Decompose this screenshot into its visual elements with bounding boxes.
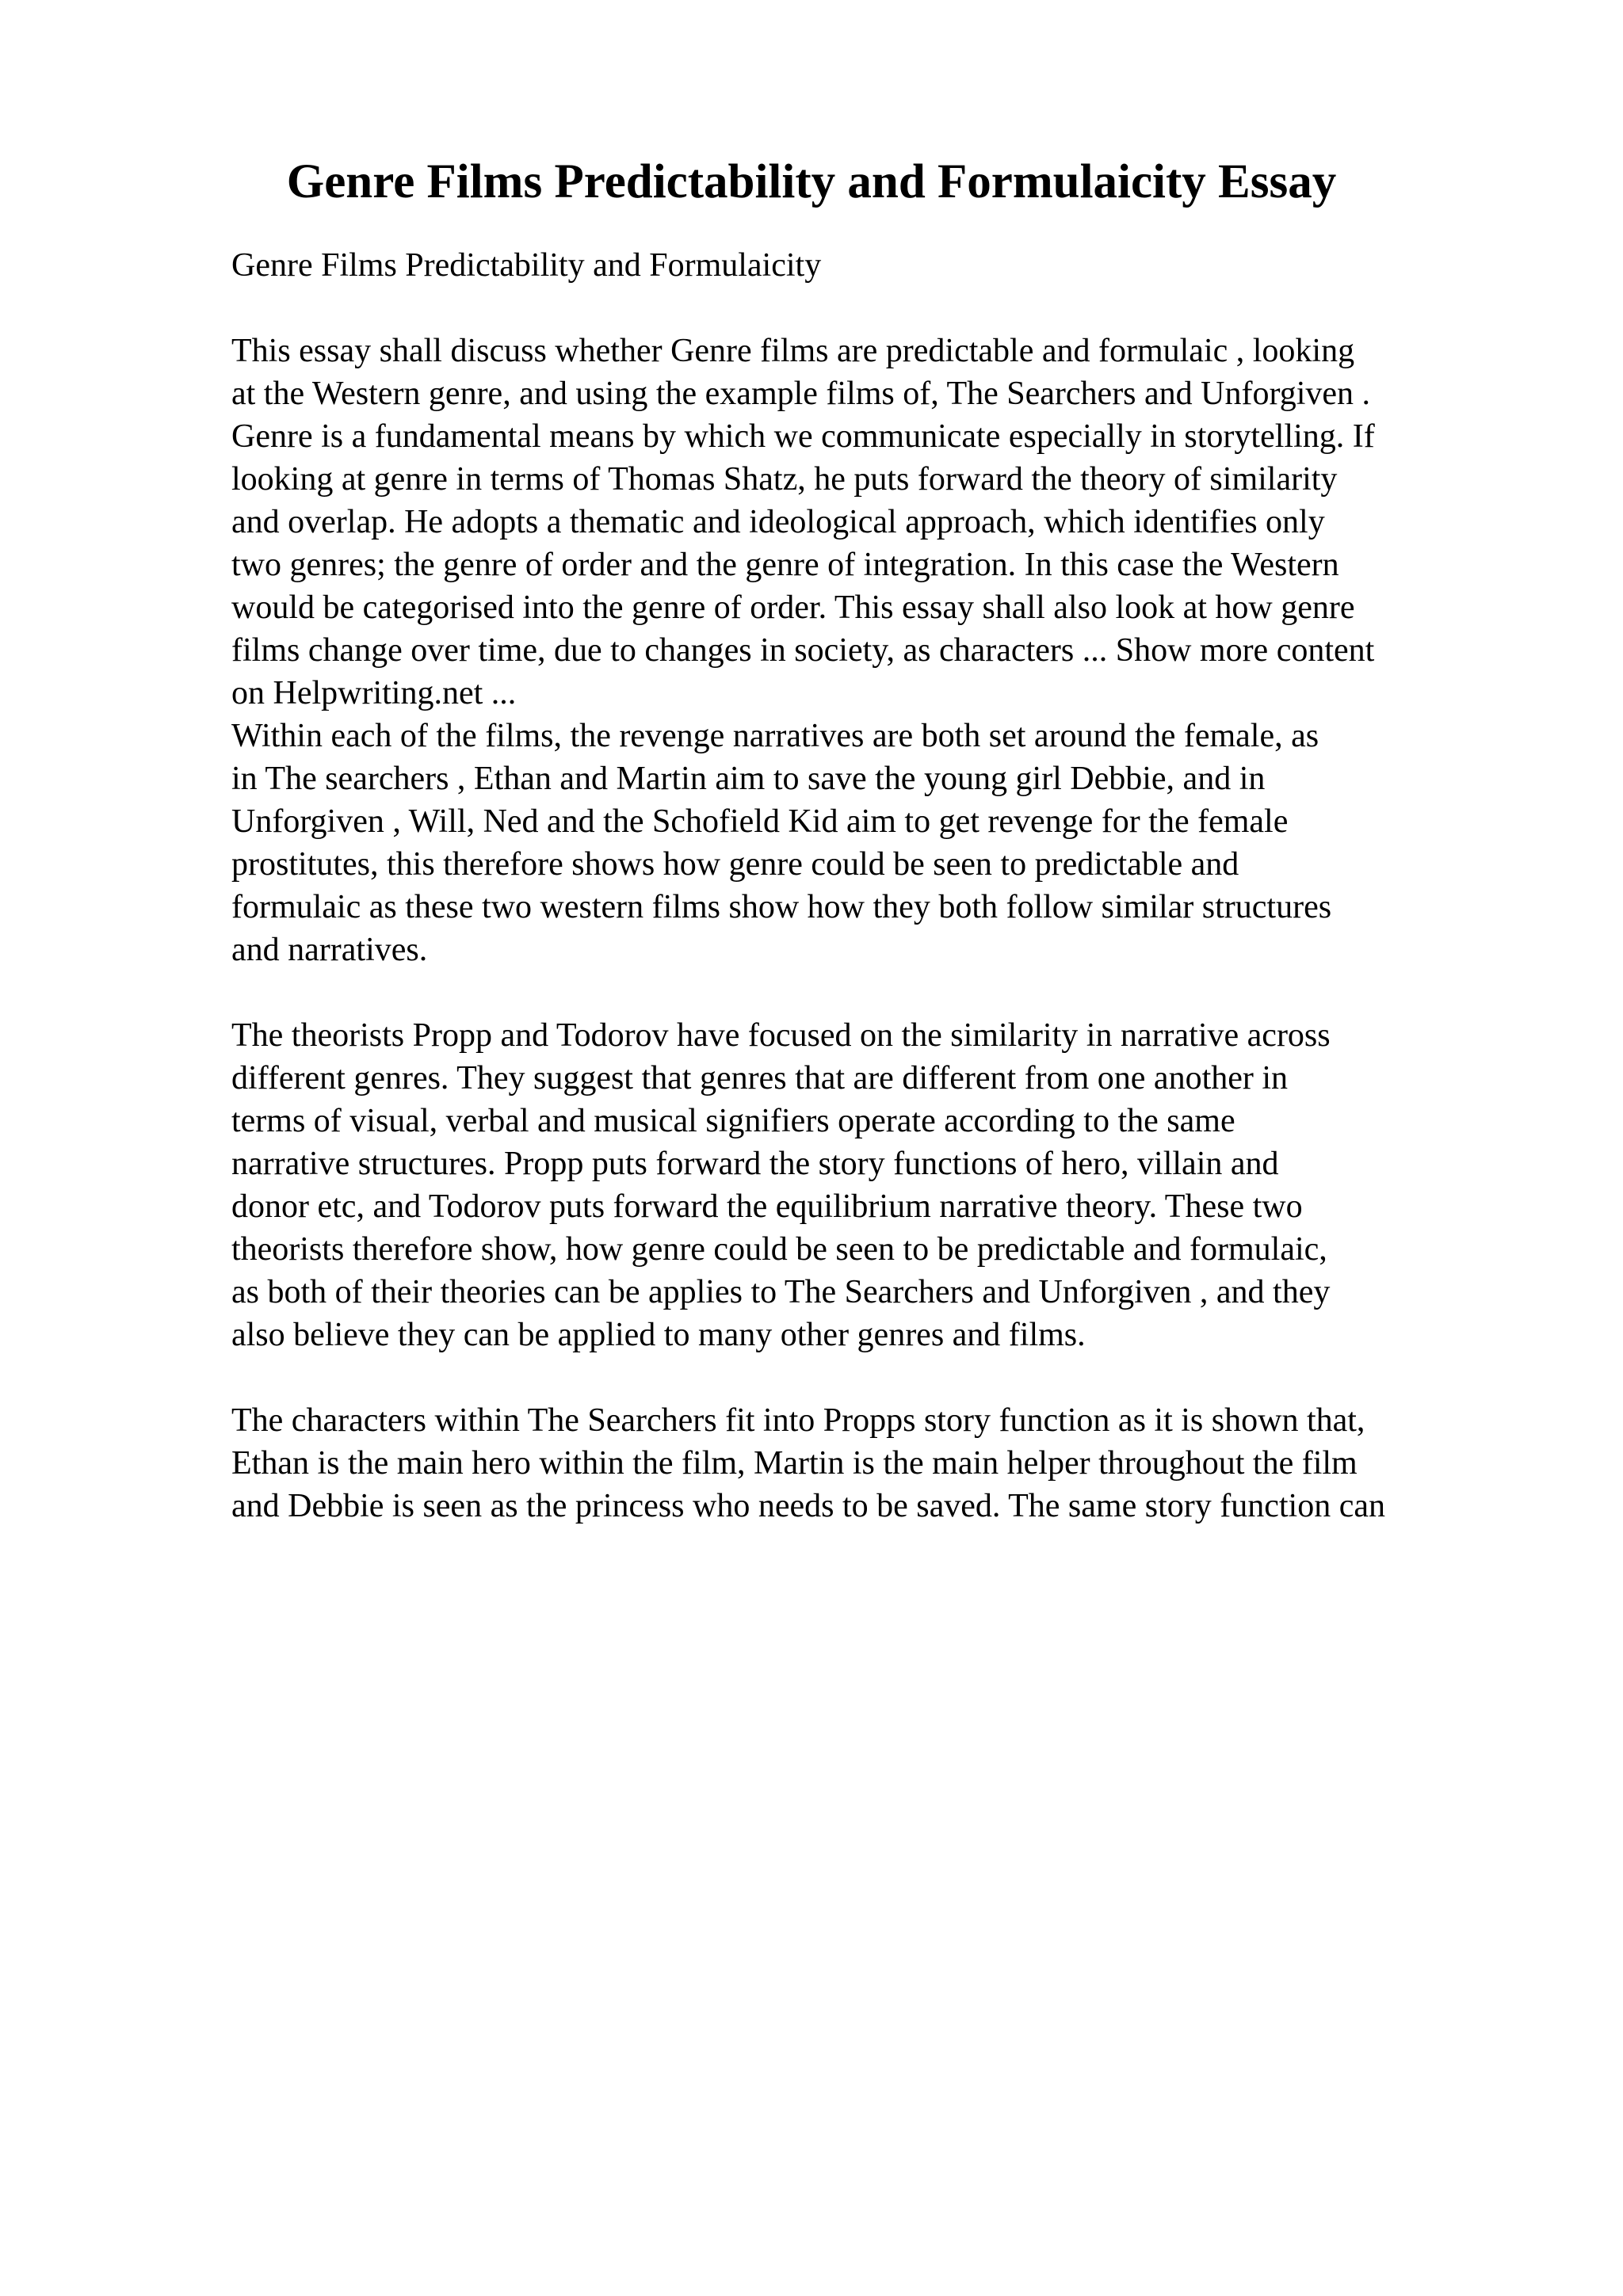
paragraph-line: and narratives. — [231, 932, 428, 968]
paragraph-line: theorists therefore show, how genre could be seen to be predictable and formulaic, — [231, 1231, 1327, 1268]
paragraph-line: The theorists Propp and Todorov have focused on the similarity in narrative across — [231, 1017, 1331, 1054]
document-body — [231, 244, 1623, 1527]
paragraph-line: on Helpwriting.net ... — [231, 675, 517, 711]
document-subtitle: Genre Films Predictability and Formulaicity — [231, 247, 822, 284]
paragraph-1 — [231, 330, 1623, 715]
paragraph-line: films change over time, due to changes in society, as characters ... Show more content — [231, 632, 1375, 669]
paragraph-line: in The searchers , Ethan and Martin aim to save the young girl Debbie, and in — [231, 761, 1266, 797]
paragraph-line: Within each of the films, the revenge narratives are both set around the female, as — [231, 718, 1319, 754]
paragraph-line: prostitutes, this therefore shows how genre could be seen to predictable and — [231, 846, 1239, 883]
paragraph-line: terms of visual, verbal and musical signifiers operate according to the same — [231, 1103, 1235, 1139]
paragraph-2 — [231, 715, 1623, 971]
paragraph-line: different genres. They suggest that genres that are different from one another in — [231, 1060, 1289, 1097]
paragraph-line: two genres; the genre of order and the genre of integration. In this case the Western — [231, 547, 1339, 583]
paragraph-line: This essay shall discuss whether Genre films are predictable and formulaic , looking — [231, 333, 1355, 369]
paragraph-line: and overlap. He adopts a thematic and ideological approach, which identifies only — [231, 504, 1325, 540]
paragraph-line: Ethan is the main hero within the film, Martin is the main helper throughout the film — [231, 1445, 1358, 1482]
paragraph-line: looking at genre in terms of Thomas Shatz, he puts forward the theory of similarity — [231, 461, 1338, 498]
paragraph-line: Genre is a fundamental means by which we communicate especially in storytelling. If — [231, 418, 1375, 455]
paragraph-4 — [231, 1399, 1623, 1527]
paragraph-line: and Debbie is seen as the princess who needs to be saved. The same story function can — [231, 1488, 1385, 1524]
paragraph-3 — [231, 1014, 1623, 1356]
paragraph-line: Unforgiven , Will, Ned and the Schofield Kid aim to get revenge for the female — [231, 803, 1289, 840]
paragraph-line: formulaic as these two western films show how they both follow similar structures — [231, 889, 1332, 925]
document-title: Genre Films Predictability and Formulaicity Essay — [286, 155, 1337, 208]
paragraph-line: would be categorised into the genre of order. This essay shall also look at how genre — [231, 589, 1355, 626]
paragraph-line: as both of their theories can be applies to The Searchers and Unforgiven , and they — [231, 1274, 1331, 1310]
paragraph-line: also believe they can be applied to many other genres and films. — [231, 1317, 1086, 1353]
paragraph-line: The characters within The Searchers fit into Propps story function as it is shown that, — [231, 1402, 1365, 1439]
paragraph-line: donor etc, and Todorov puts forward the equilibrium narrative theory. These two — [231, 1188, 1303, 1225]
paragraph-line: at the Western genre, and using the example films of, The Searchers and Unforgiven . — [231, 376, 1371, 412]
paragraph-line: narrative structures. Propp puts forward the story functions of hero, villain and — [231, 1146, 1279, 1182]
